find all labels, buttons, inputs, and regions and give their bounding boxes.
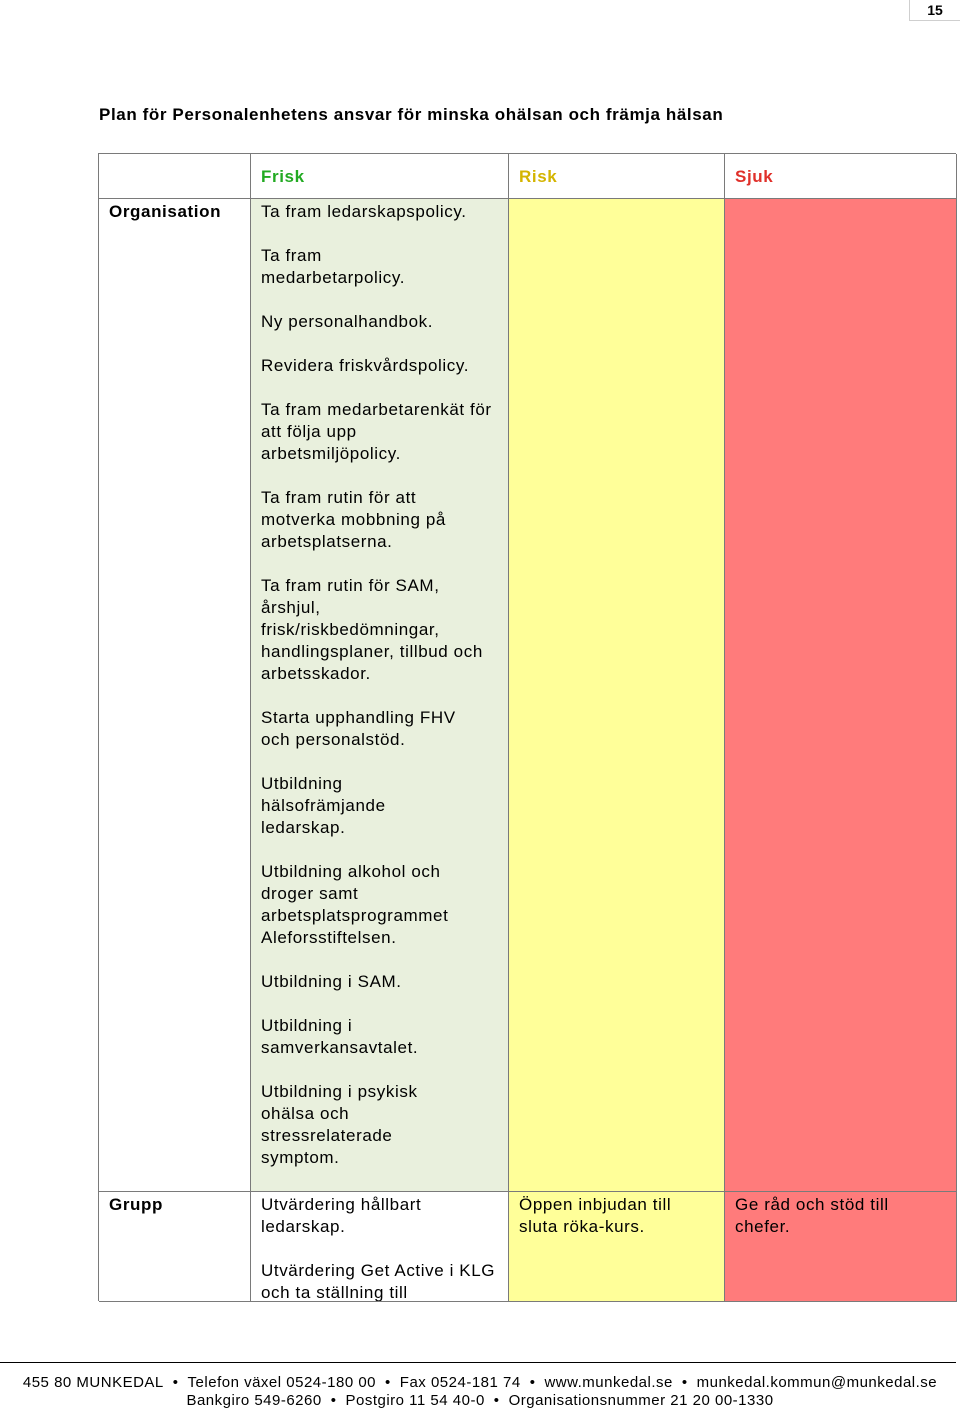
list-item: Utbildning hälsofrämjande ledarskap. xyxy=(261,774,386,837)
page-number: 15 xyxy=(909,0,960,21)
footer-separator: • xyxy=(681,1374,688,1391)
footer-postgiro: Postgiro 11 54 40-0 xyxy=(345,1392,485,1409)
footer-separator: • xyxy=(330,1392,337,1409)
footer-fax: Fax 0524-181 74 xyxy=(399,1374,521,1391)
list-item: Utvärdering Get Active i KLG och ta ställning till xyxy=(261,1261,496,1302)
row-label-grupp: Grupp xyxy=(99,1192,251,1302)
list-item: Ny personalhandbok. xyxy=(261,312,434,331)
row-label-organisation: Organisation xyxy=(99,199,251,1192)
footer-address: 455 80 MUNKEDAL xyxy=(22,1374,164,1391)
plan-table xyxy=(98,153,956,1301)
list-item: Revidera friskvårdspolicy. xyxy=(261,356,470,375)
list-item: Ta fram medarbetarenkät för att följa upp arbetsmiljöpolicy. xyxy=(261,400,492,463)
footer-payment-line xyxy=(0,1392,960,1409)
footer-bankgiro: Bankgiro 549-6260 xyxy=(186,1392,322,1409)
header-risk: Risk xyxy=(509,154,725,199)
footer-contact-line xyxy=(0,1374,960,1391)
footer-divider xyxy=(0,1362,956,1363)
list-item: Öppen inbjudan till sluta röka-kurs. xyxy=(519,1195,672,1236)
footer-separator: • xyxy=(529,1374,536,1391)
list-item: Ta fram medarbetarpolicy. xyxy=(261,246,406,287)
footer-email: munkedal.kommun@munkedal.se xyxy=(696,1374,938,1391)
document-title: Plan för Personalenhetens ansvar för minska ohälsan och främja hälsan xyxy=(99,105,724,124)
grupp-risk-cell xyxy=(509,1192,725,1302)
grupp-frisk-cell xyxy=(251,1192,509,1302)
footer-separator: • xyxy=(493,1392,500,1409)
list-item: Ta fram rutin för att motverka mobbning på arbetsplatserna. xyxy=(261,488,446,551)
grupp-sjuk-cell xyxy=(725,1192,957,1302)
list-item: Utbildning alkohol och droger samt arbetsplatsprogrammet Aleforsstiftelsen. xyxy=(261,862,449,947)
list-item: Starta upphandling FHV och personalstöd. xyxy=(261,708,456,749)
list-item: Utvärdering hållbart ledarskap. xyxy=(261,1195,422,1236)
header-empty-cell xyxy=(99,154,251,199)
footer-separator: • xyxy=(385,1374,391,1391)
list-item: Utbildning i samverkansavtalet. xyxy=(261,1016,419,1057)
organisation-sjuk-cell xyxy=(725,199,957,1192)
footer-website: www.munkedal.se xyxy=(544,1374,673,1391)
footer-separator: • xyxy=(172,1374,179,1391)
list-item: Utbildning i psykisk ohälsa och stressrelaterade symptom. xyxy=(261,1082,418,1167)
list-item: Utbildning i SAM. xyxy=(261,972,402,991)
header-frisk: Frisk xyxy=(251,154,509,199)
list-item: Ge råd och stöd till chefer. xyxy=(735,1195,889,1236)
organisation-risk-cell xyxy=(509,199,725,1192)
footer-phone: Telefon växel 0524-180 00 xyxy=(187,1374,377,1391)
list-item: Ta fram rutin för SAM, årshjul, frisk/riskbedömningar, handlingsplaner, tillbud och arbetsskador. xyxy=(261,576,483,683)
footer-org-number: Organisationsnummer 21 20 00-1330 xyxy=(508,1392,774,1409)
organisation-frisk-cell xyxy=(251,199,509,1192)
list-item: Ta fram ledarskapspolicy. xyxy=(261,202,467,221)
header-sjuk: Sjuk xyxy=(725,154,957,199)
